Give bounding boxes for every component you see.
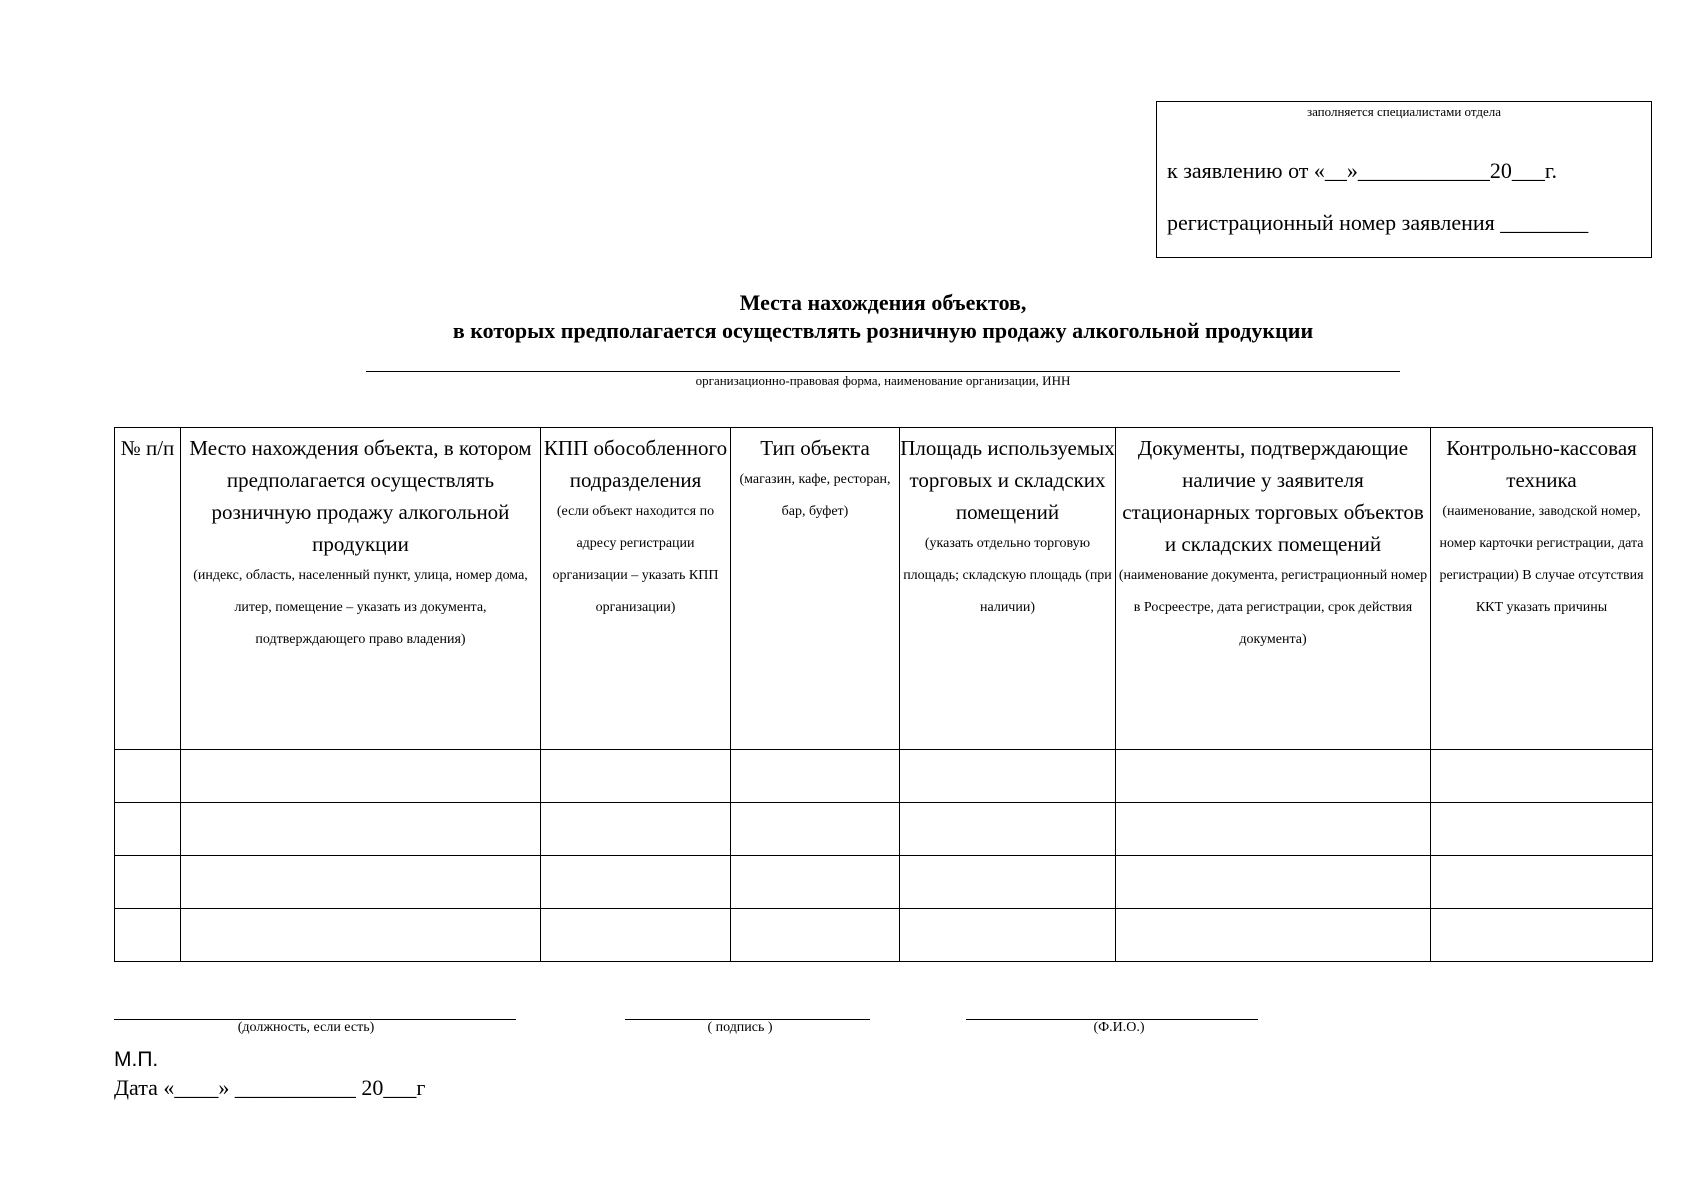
table-cell[interactable]: [731, 803, 900, 856]
title-line-1: Места нахождения объектов,: [739, 290, 1027, 315]
signature-caption: ( подпись ): [707, 1020, 773, 1035]
table-cell[interactable]: [900, 750, 1116, 803]
table-header-row: [115, 428, 1653, 750]
table-cell[interactable]: [115, 856, 181, 909]
col-header-number: № п/п: [115, 428, 181, 750]
registration-stamp-box: [1156, 101, 1652, 258]
stamp-place-label: М.П.: [114, 1048, 159, 1071]
document-title: [0, 289, 1696, 345]
table-cell[interactable]: [181, 856, 541, 909]
stamp-top-note: заполняется специалистами отдела: [1306, 104, 1502, 119]
table-row: [115, 803, 1653, 856]
table-cell[interactable]: [731, 909, 900, 962]
objects-table: [114, 427, 1653, 962]
date-line: Дата «____» ___________ 20___г: [114, 1075, 426, 1100]
table-cell[interactable]: [731, 856, 900, 909]
table-cell[interactable]: [1431, 909, 1653, 962]
table-body: [115, 750, 1653, 962]
position-caption: (должность, если есть): [237, 1020, 375, 1035]
table-cell[interactable]: [181, 909, 541, 962]
table-cell[interactable]: [115, 803, 181, 856]
col-header-cash-register: Контрольно-кассовая техника (наименование, заводской номер, номер карточки регистрации, дата регистрации) В случае отсутствия ККТ указать причины: [1431, 428, 1653, 750]
table-cell[interactable]: [900, 909, 1116, 962]
title-line-2: в которых предполагается осуществлять розничную продажу алкогольной продукции: [452, 318, 1314, 343]
col-header-area: Площадь используемых торговых и складских помещений (указать отдельно торговую площадь; складскую площадь (при наличии): [900, 428, 1116, 750]
table-cell[interactable]: [1116, 909, 1431, 962]
table-cell[interactable]: [1431, 803, 1653, 856]
table-cell[interactable]: [1116, 750, 1431, 803]
stamp-registration-number: регистрационный номер заявления ________: [1167, 210, 1589, 235]
table-cell[interactable]: [541, 909, 731, 962]
name-caption: (Ф.И.О.): [1093, 1020, 1145, 1035]
table-cell[interactable]: [1116, 803, 1431, 856]
organization-caption: организационно-правовая форма, наименование организации, ИНН: [695, 373, 1071, 388]
table-row: [115, 856, 1653, 909]
table-cell[interactable]: [1116, 856, 1431, 909]
table-cell[interactable]: [115, 750, 181, 803]
table-cell[interactable]: [1431, 750, 1653, 803]
organization-fill-line: [366, 371, 1400, 372]
table-row: [115, 750, 1653, 803]
stamp-application-date: к заявлению от «__»____________20___г.: [1167, 158, 1557, 183]
table-cell[interactable]: [1431, 856, 1653, 909]
col-header-documents: Документы, подтверждающие наличие у заявителя стационарных торговых объектов и складских помещений (наименование документа, регистрационный номер в Росреестре, дата регистрации, срок действия документа): [1116, 428, 1431, 750]
table-cell[interactable]: [900, 856, 1116, 909]
table-cell[interactable]: [541, 750, 731, 803]
table-cell[interactable]: [541, 856, 731, 909]
table-cell[interactable]: [900, 803, 1116, 856]
table-cell[interactable]: [181, 803, 541, 856]
table-cell[interactable]: [541, 803, 731, 856]
col-header-kpp: КПП обособленного подразделения (если объект находится по адресу регистрации организации – указать КПП организации): [541, 428, 731, 750]
table-cell[interactable]: [115, 909, 181, 962]
col-header-location: Место нахождения объекта, в котором предполагается осуществлять розничную продажу алкогольной продукции (индекс, область, населенный пункт, улица, номер дома, литер, помещение – указать из документа, подтверждающего право владения): [181, 428, 541, 750]
table-row: [115, 909, 1653, 962]
col-header-object-type: Тип объекта (магазин, кафе, ресторан, бар, буфет): [731, 428, 900, 750]
table-cell[interactable]: [731, 750, 900, 803]
table-cell[interactable]: [181, 750, 541, 803]
